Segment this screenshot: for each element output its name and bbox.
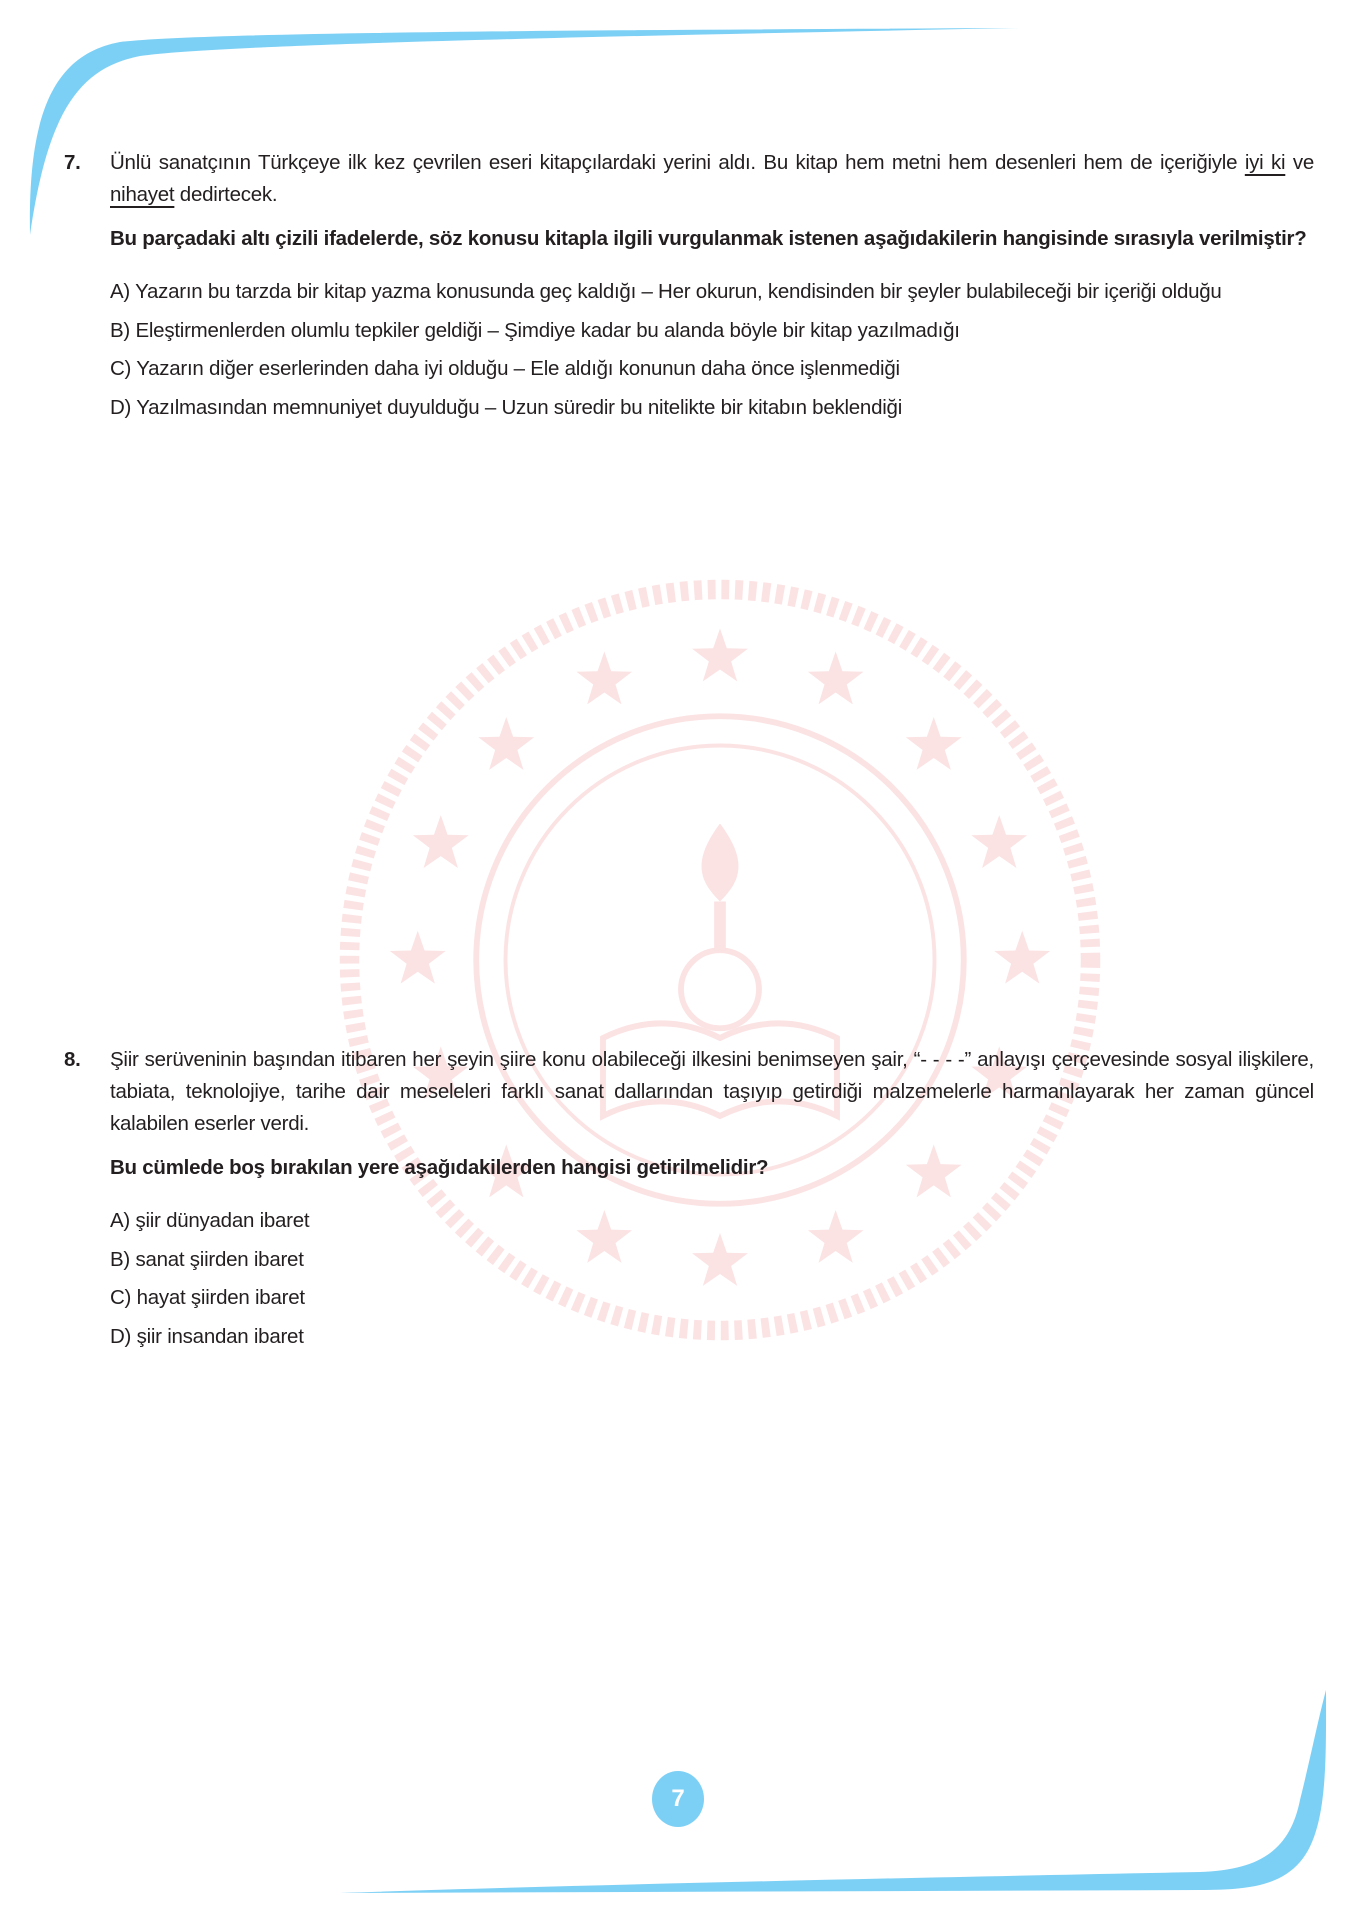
question-number: 8. — [64, 1048, 81, 1071]
star-icon — [478, 717, 534, 770]
question-7 — [64, 147, 1314, 427]
star-icon — [971, 815, 1027, 868]
star-icon — [576, 652, 632, 705]
options-list — [110, 273, 1314, 427]
option-b: B) Eleştirmenlerden olumlu tepkiler geldiği – Şimdiye kadar bu alanda böyle bir kitap yazılmadığı — [110, 318, 960, 342]
star-icon — [994, 931, 1050, 984]
option-c: C) hayat şiirden ibaret — [110, 1286, 305, 1309]
body-text: Ünlü sanatçının Türkçeye ilk kez çevrilen eseri kitapçılardaki yerini aldı. Bu kitap hem metni hem desenleri hem de içeriğiyle — [110, 151, 1245, 174]
body-text: ve — [1285, 151, 1314, 174]
question-number: 7. — [64, 151, 81, 174]
star-icon — [692, 629, 748, 682]
star-icon — [390, 931, 446, 984]
option-b: B) sanat şiirden ibaret — [110, 1247, 304, 1271]
option-d: D) Yazılmasından memnuniyet duyulduğu – Uzun süredir bu nitelikte bir kitabın beklendiği — [110, 395, 902, 419]
option-a: A) şiir dünyadan ibaret — [110, 1209, 310, 1232]
page-number-badge: 7 — [652, 1771, 704, 1827]
star-icon — [413, 815, 469, 868]
options-list — [110, 1202, 1314, 1356]
question-stem: Bu cümlede boş bırakılan yere aşağıdakilerden hangisi getirilmelidir? — [110, 1156, 769, 1179]
option-a: A) Yazarın bu tarzda bir kitap yazma konusunda geç kaldığı – Her okurun, kendisinden bir şeyler bulabileceği bir içeriği olduğu — [110, 280, 1222, 303]
body-text: dedirtecek. — [174, 183, 278, 206]
star-icon — [906, 717, 962, 770]
underlined-phrase: iyi ki — [1244, 151, 1286, 174]
star-icon — [808, 652, 864, 705]
question-stem: Bu parçadaki altı çizili ifadelerde, söz konusu kitapla ilgili vurgulanmak istenen aşağıdakilerin hangisinde sırasıyla verilmiştir? — [110, 227, 1307, 250]
option-c: C) Yazarın diğer eserlerinden daha iyi olduğu – Ele aldığı konunun daha önce işlenmediği — [110, 357, 900, 380]
question-8 — [64, 1044, 1314, 1356]
underlined-phrase: nihayet — [110, 183, 175, 206]
question-body — [110, 147, 1314, 211]
option-d: D) şiir insandan ibaret — [110, 1324, 304, 1348]
question-body: Şiir serüveninin başından itibaren her şeyin şiire konu olabileceği ilkesini benimseyen şair, “- - - -” anlayışı çerçevesinde sosyal ilişkilere, tabiata, teknolojiye, tarihe dair meseleleri farklı sanat dallarından taşıyıp getirdiği malzemelerle harmanlayarak her zaman güncel kalabilen eserler verdi. — [110, 1048, 1314, 1135]
